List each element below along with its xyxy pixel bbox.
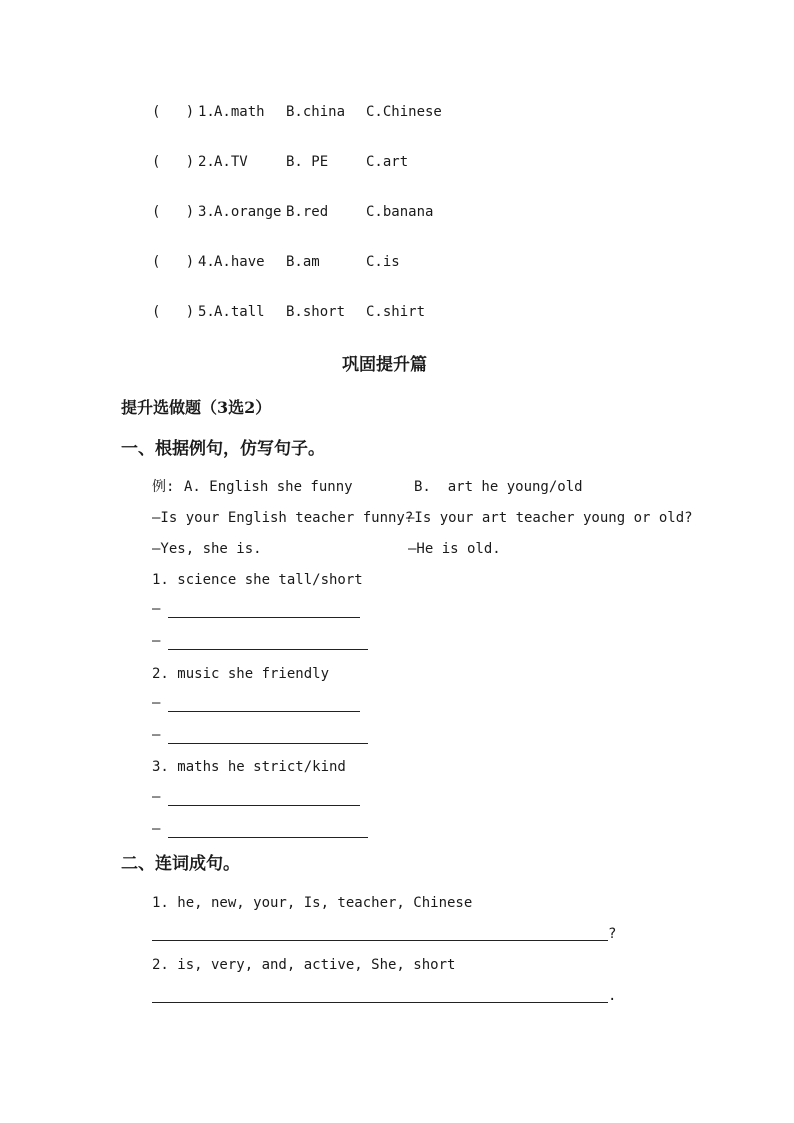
dash: —	[152, 695, 161, 711]
answer-blank[interactable]: ( )	[152, 304, 195, 320]
answer-line[interactable]	[168, 617, 360, 618]
section-title: 巩固提升篇	[342, 355, 427, 375]
option-c: C.art	[366, 154, 409, 170]
option-c: C.is	[366, 254, 400, 270]
rewrite-prompt-2: 2. music she friendly	[152, 666, 330, 682]
dash: —	[152, 601, 161, 617]
option-a: A.have	[214, 254, 265, 270]
answer-line[interactable]	[168, 743, 368, 744]
answer-line[interactable]	[168, 805, 360, 806]
example-b-question: —Is your art teacher young or old?	[406, 510, 693, 526]
question-number: 4.	[198, 254, 215, 270]
mc-question-5	[152, 303, 452, 321]
answer-blank[interactable]: ( )	[152, 104, 195, 120]
answer-line[interactable]	[168, 837, 368, 838]
answer-blank[interactable]: ( )	[152, 254, 195, 270]
reorder-prompt-2: 2. is, very, and, active, She, short	[152, 957, 456, 973]
example-a-answer: —Yes, she is.	[152, 541, 262, 557]
option-a: A.tall	[214, 304, 265, 320]
mc-question-2	[152, 153, 452, 171]
part2-heading: 二、连词成句。	[121, 854, 240, 874]
dash: —	[152, 633, 161, 649]
option-a: A.TV	[214, 154, 248, 170]
answer-line[interactable]	[152, 940, 608, 941]
example-a-question: —Is your English teacher funny?	[152, 510, 414, 526]
answer-blank[interactable]: ( )	[152, 154, 195, 170]
rewrite-prompt-3: 3. maths he strict/kind	[152, 759, 346, 775]
option-c: C.shirt	[366, 304, 426, 320]
question-number: 5.	[198, 304, 215, 320]
answer-line[interactable]	[168, 711, 360, 712]
option-c: C.banana	[366, 204, 434, 220]
option-b: B.red	[286, 204, 329, 220]
sentence-end-mark: ?	[608, 926, 617, 942]
dash: —	[152, 727, 161, 743]
example-label: 例:	[152, 479, 175, 495]
question-number: 2.	[198, 154, 215, 170]
answer-line[interactable]	[168, 649, 368, 650]
option-b: B.am	[286, 254, 320, 270]
option-b: B.short	[286, 304, 346, 320]
example-b-prompt: B. art he young/old	[414, 479, 583, 495]
mc-question-4	[152, 253, 452, 271]
reorder-prompt-1: 1. he, new, your, Is, teacher, Chinese	[152, 895, 473, 911]
answer-blank[interactable]: ( )	[152, 204, 195, 220]
question-number: 3.	[198, 204, 215, 220]
answer-line[interactable]	[152, 1002, 608, 1003]
rewrite-prompt-1: 1. science she tall/short	[152, 572, 363, 588]
sentence-end-mark: .	[608, 988, 617, 1004]
option-c: C.Chinese	[366, 104, 442, 120]
option-a: A.math	[214, 104, 265, 120]
mc-question-3	[152, 203, 452, 221]
mc-question-1	[152, 103, 452, 121]
section-subtitle: 提升选做题（3选2）	[121, 398, 272, 417]
option-b: B. PE	[286, 154, 329, 170]
example-a-prompt: A. English she funny	[184, 479, 353, 495]
part1-heading: 一、根据例句，仿写句子。	[121, 439, 325, 459]
option-b: B.china	[286, 104, 346, 120]
option-a: A.orange	[214, 204, 282, 220]
dash: —	[152, 821, 161, 837]
question-number: 1.	[198, 104, 215, 120]
dash: —	[152, 789, 161, 805]
example-b-answer: —He is old.	[408, 541, 501, 557]
